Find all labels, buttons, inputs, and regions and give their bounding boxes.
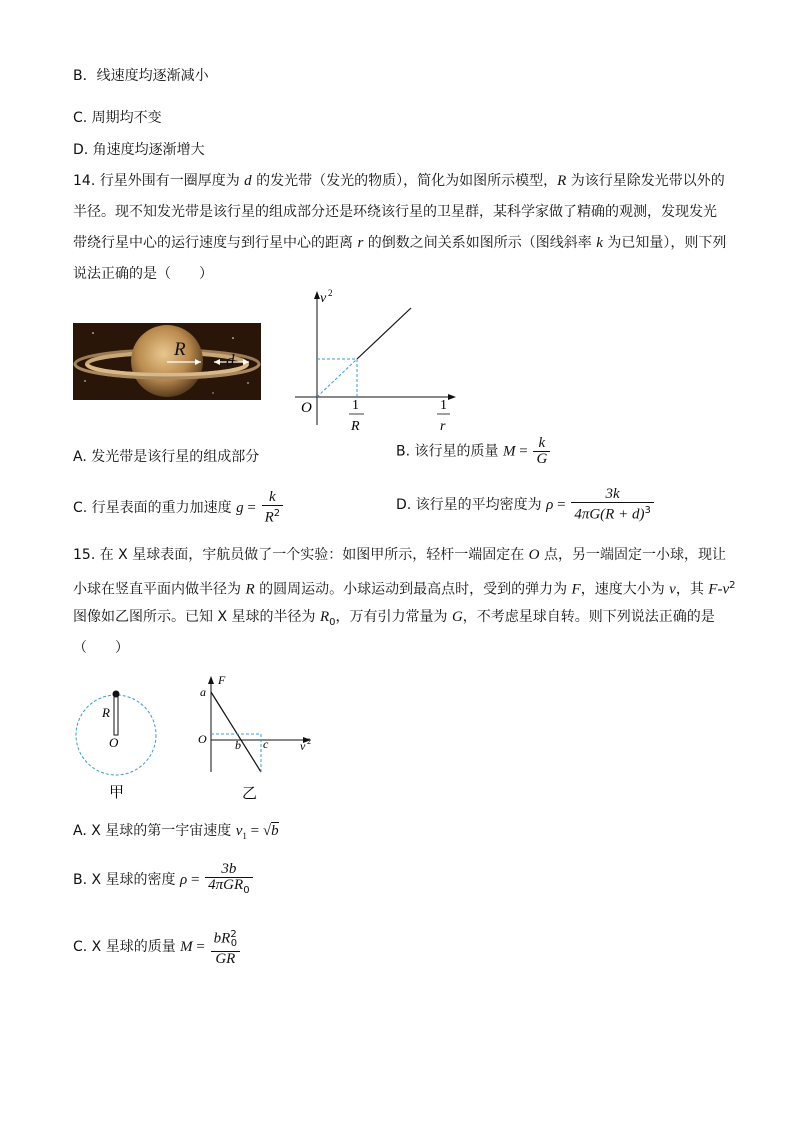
svg-text:2: 2 xyxy=(307,737,311,746)
caption-yi: 乙 xyxy=(242,784,258,802)
svg-text:O: O xyxy=(198,732,207,746)
planet-label-R: R xyxy=(174,339,186,360)
svg-text:c: c xyxy=(263,737,269,751)
q15-stem-line1: 15. 在 X 星球表面，宇航员做了一个实验：如图甲所示，轻杆一端固定在 O 点，另一端固定一小球，现让 xyxy=(73,547,726,563)
svg-text:v: v xyxy=(300,739,306,753)
figure-yi xyxy=(190,672,320,807)
svg-text:2: 2 xyxy=(328,288,333,298)
light-rod xyxy=(114,696,118,735)
q14-option-a: A. 发光带是该行星的组成部分 xyxy=(73,449,260,465)
y-axis-label: v xyxy=(320,291,327,306)
planet-image xyxy=(73,323,261,400)
velocity-graph xyxy=(290,285,465,445)
svg-text:F: F xyxy=(218,673,226,687)
planet-label-d: d xyxy=(226,351,235,370)
data-line xyxy=(357,308,411,359)
q15-stem-line3: 图像如乙图所示。已知 X 星球的半径为 $R_0$，万有引力常量为 G，不考虑星球自转。则下列说法正确的是 xyxy=(73,609,715,628)
q15-stem-line4: （ ） xyxy=(73,640,129,656)
tick-1-over-r-num: 1 xyxy=(440,398,447,413)
q14-option-c: C. 行星表面的重力加速度 g = $\frac{k}{R^2}$ xyxy=(73,490,285,526)
q15-option-a: A. X 星球的第一宇宙速度 $v_1 = √b$ xyxy=(73,823,279,841)
tick-1-over-R-den: R xyxy=(351,419,360,434)
q14-stem-line3: 带绕行星中心的运行速度与到行星中心的距离 r 的倒数之间关系如图所示（图线斜率 k 为已知量），则下列 xyxy=(73,235,727,251)
svg-text:R: R xyxy=(102,705,110,720)
svg-text:b: b xyxy=(235,738,241,752)
q15-option-b: B. X 星球的密度 ρ = $\frac{3b}{4\pi GR_0}$ xyxy=(73,862,255,898)
q14-stem-line1: 14. 行星外围有一圈厚度为 d 的发光带（发光的物质），简化为如图所示模型，R 为该行星除发光带以外的 xyxy=(73,173,725,189)
tick-1-over-R-num: 1 xyxy=(352,398,359,413)
caption-jia: 甲 xyxy=(109,783,125,801)
q14-option-d: D. 该行星的平均密度为 ρ = $\frac{3k}{4\pi G(R + d)^3}$ xyxy=(396,487,656,523)
dashed-extension xyxy=(317,359,357,397)
option-b-prev: B．线速度均逐渐减小 xyxy=(73,68,209,84)
svg-text:a: a xyxy=(200,685,206,699)
q14-stem-line4: 说法正确的是（ ） xyxy=(73,266,213,282)
option-c-prev: C. 周期均不变 xyxy=(73,110,162,126)
origin-label: O xyxy=(301,400,312,416)
option-d-prev: D. 角速度均逐渐增大 xyxy=(73,142,205,158)
ball xyxy=(113,691,120,698)
q14-stem-line2: 半径。现不知发光带是该行星的组成部分还是环绕该行星的卫星群，某科学家做了精确的观测，发现发光 xyxy=(73,204,717,220)
figure-jia xyxy=(70,680,165,805)
q15-option-c: C. X 星球的质量 M = $\frac{bR^2_0}{GR}$ xyxy=(73,927,242,967)
f-v2-line xyxy=(211,692,261,772)
tick-1-over-r-den: r xyxy=(440,419,446,434)
svg-text:O: O xyxy=(109,735,119,750)
q14-option-b: B. 该行星的质量 M = $\frac{k}{G}$ xyxy=(396,436,552,467)
q15-stem-line2: 小球在竖直平面内做半径为 R 的圆周运动。小球运动到最高点时，受到的弹力为 F，速度大小为 v，其 $F-v^2$ xyxy=(73,580,736,598)
